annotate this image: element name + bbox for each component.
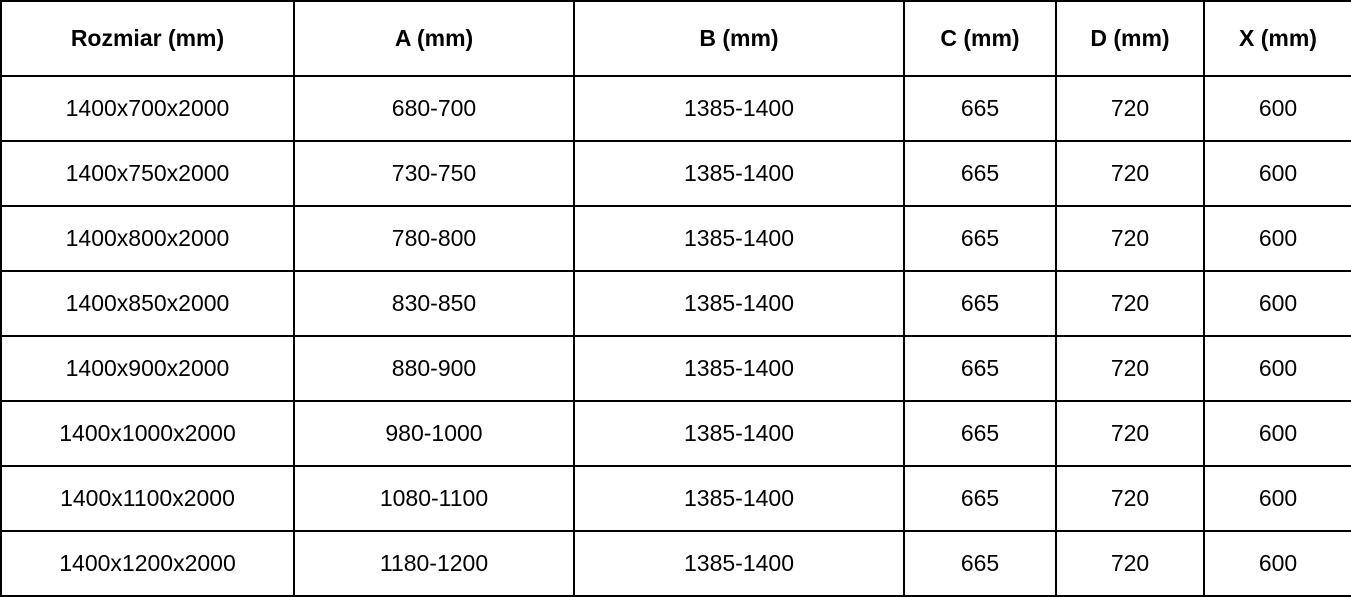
cell-b: 1385-1400 [574, 531, 904, 596]
cell-c: 665 [904, 206, 1056, 271]
cell-a: 880-900 [294, 336, 574, 401]
cell-a: 980-1000 [294, 401, 574, 466]
cell-x: 600 [1204, 531, 1351, 596]
cell-rozmiar: 1400x1100x2000 [1, 466, 294, 531]
cell-c: 665 [904, 141, 1056, 206]
table-row [1, 401, 1351, 466]
cell-b: 1385-1400 [574, 271, 904, 336]
column-header-rozmiar: Rozmiar (mm) [1, 1, 294, 76]
cell-b: 1385-1400 [574, 76, 904, 141]
cell-b: 1385-1400 [574, 466, 904, 531]
table-row [1, 206, 1351, 271]
column-header-b: B (mm) [574, 1, 904, 76]
column-header-a: A (mm) [294, 1, 574, 76]
cell-a: 830-850 [294, 271, 574, 336]
cell-c: 665 [904, 531, 1056, 596]
cell-d: 720 [1056, 531, 1204, 596]
cell-x: 600 [1204, 76, 1351, 141]
table-row [1, 466, 1351, 531]
cell-rozmiar: 1400x700x2000 [1, 76, 294, 141]
cell-d: 720 [1056, 401, 1204, 466]
column-header-x: X (mm) [1204, 1, 1351, 76]
cell-x: 600 [1204, 401, 1351, 466]
cell-d: 720 [1056, 206, 1204, 271]
cell-rozmiar: 1400x1200x2000 [1, 531, 294, 596]
cell-rozmiar: 1400x750x2000 [1, 141, 294, 206]
cell-d: 720 [1056, 141, 1204, 206]
cell-a: 1180-1200 [294, 531, 574, 596]
cell-c: 665 [904, 466, 1056, 531]
cell-x: 600 [1204, 271, 1351, 336]
cell-c: 665 [904, 76, 1056, 141]
cell-b: 1385-1400 [574, 141, 904, 206]
cell-d: 720 [1056, 76, 1204, 141]
cell-rozmiar: 1400x800x2000 [1, 206, 294, 271]
cell-d: 720 [1056, 466, 1204, 531]
cell-c: 665 [904, 271, 1056, 336]
cell-a: 1080-1100 [294, 466, 574, 531]
table-row [1, 531, 1351, 596]
cell-x: 600 [1204, 206, 1351, 271]
cell-c: 665 [904, 401, 1056, 466]
cell-b: 1385-1400 [574, 336, 904, 401]
cell-a: 780-800 [294, 206, 574, 271]
cell-d: 720 [1056, 271, 1204, 336]
cell-b: 1385-1400 [574, 206, 904, 271]
table-row [1, 336, 1351, 401]
cell-rozmiar: 1400x900x2000 [1, 336, 294, 401]
cell-a: 680-700 [294, 76, 574, 141]
table-header-row [1, 1, 1351, 76]
cell-x: 600 [1204, 336, 1351, 401]
column-header-c: C (mm) [904, 1, 1056, 76]
column-header-d: D (mm) [1056, 1, 1204, 76]
cell-b: 1385-1400 [574, 401, 904, 466]
cell-x: 600 [1204, 466, 1351, 531]
cell-d: 720 [1056, 336, 1204, 401]
cell-rozmiar: 1400x1000x2000 [1, 401, 294, 466]
cell-c: 665 [904, 336, 1056, 401]
cell-a: 730-750 [294, 141, 574, 206]
table-row [1, 76, 1351, 141]
cell-rozmiar: 1400x850x2000 [1, 271, 294, 336]
table-row [1, 141, 1351, 206]
cell-x: 600 [1204, 141, 1351, 206]
table-row [1, 271, 1351, 336]
